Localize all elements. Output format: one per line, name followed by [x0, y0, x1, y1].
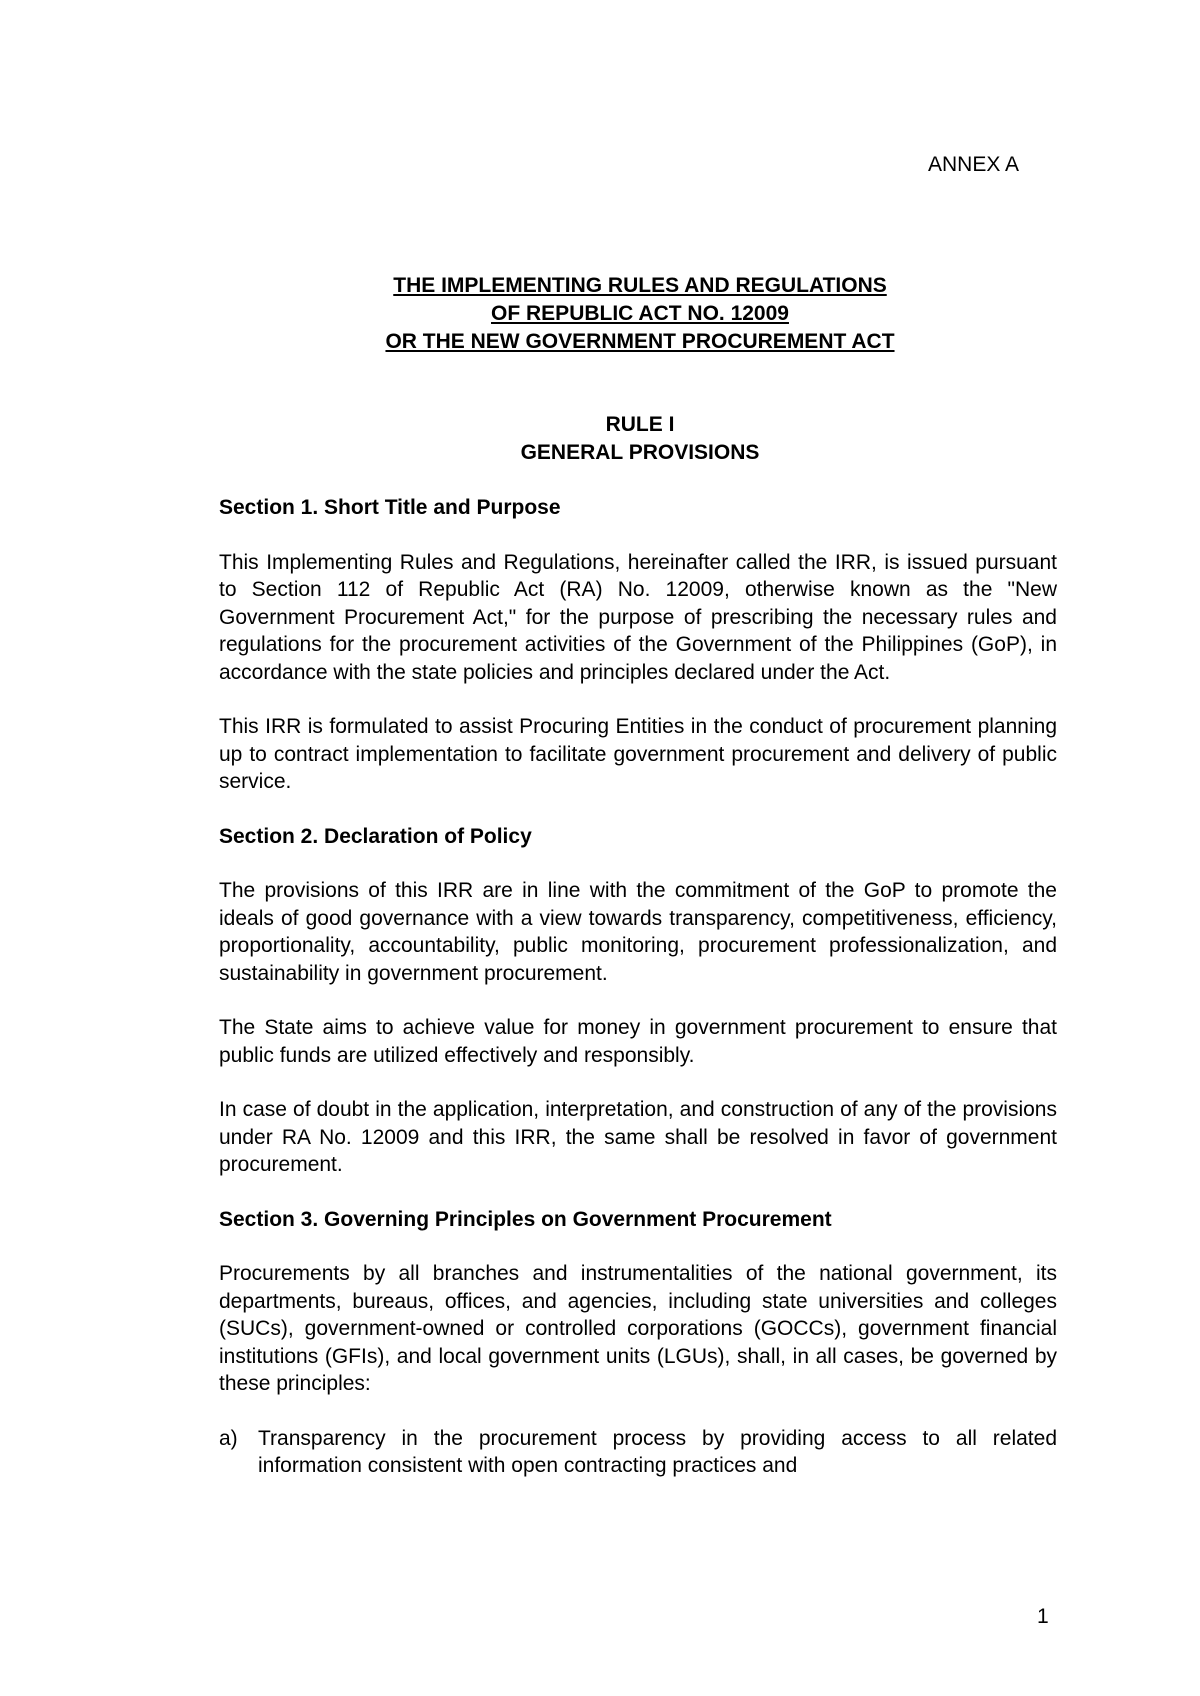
document-title: [200, 272, 1080, 356]
section-heading: Section 3. Governing Principles on Government Procurement: [219, 1207, 832, 1231]
title-line-3: OR THE NEW GOVERNMENT PROCUREMENT ACT: [385, 330, 895, 353]
paragraph: This IRR is formulated to assist Procuring Entities in the conduct of procurement planning up to contract implementation to facilitate government procurement and delivery of public service.: [219, 715, 1057, 793]
paragraph: In case of doubt in the application, interpretation, and construction of any of the provisions under RA No. 12009 and this IRR, the same shall be resolved in favor of government procurement.: [219, 1098, 1057, 1176]
rule-name: GENERAL PROVISIONS: [520, 441, 760, 464]
list-item-text: Transparency in the procurement process by providing access to all related information consistent with open contracting practices and: [258, 1426, 1057, 1477]
section-heading: Section 1. Short Title and Purpose: [219, 496, 561, 519]
annex-label: ANNEX A: [928, 153, 1020, 176]
principles-list: [219, 1425, 1057, 1480]
rule-heading: [200, 411, 1080, 467]
section-1: [219, 494, 1057, 796]
rule-number: RULE I: [605, 413, 675, 436]
title-line-2: OF REPUBLIC ACT NO. 12009: [491, 302, 789, 325]
section-3: [219, 1206, 1057, 1480]
section-2: [219, 823, 1057, 1179]
paragraph: Procurements by all branches and instrumentalities of the national government, its departments, bureaus, offices, and agencies, including state universities and colleges (SUCs), government-owned or controlled corporations (GOCCs), government financial institutions (GFIs), and local government units (LGUs), shall, in all cases, be governed by these principles:: [219, 1262, 1057, 1395]
list-item: [219, 1425, 1057, 1480]
paragraph: The State aims to achieve value for money in government procurement to ensure that public funds are utilized effectively and responsibly.: [219, 1016, 1057, 1067]
paragraph: This Implementing Rules and Regulations, hereinafter called the IRR, is issued pursuant to Section 112 of Republic Act (RA) No. 12009, otherwise known as the "New Government Procurement Act," for the purpose of prescribing the necessary rules and regulations for the procurement activities of the Government of the Philippines (GoP), in accordance with the state policies and principles declared under the Act.: [219, 550, 1057, 684]
document-body: [219, 494, 1057, 1480]
paragraph: The provisions of this IRR are in line with the commitment of the GoP to promote the ideals of good governance with a view towards transparency, competitiveness, efficiency, proportionality, accountability, public monitoring, procurement professionalization, and sustainability in government procurement.: [219, 879, 1057, 985]
title-line-1: THE IMPLEMENTING RULES AND REGULATIONS: [393, 274, 887, 297]
list-marker: a): [219, 1426, 238, 1450]
section-heading: Section 2. Declaration of Policy: [219, 824, 532, 848]
page-number: 1: [1037, 1605, 1049, 1628]
